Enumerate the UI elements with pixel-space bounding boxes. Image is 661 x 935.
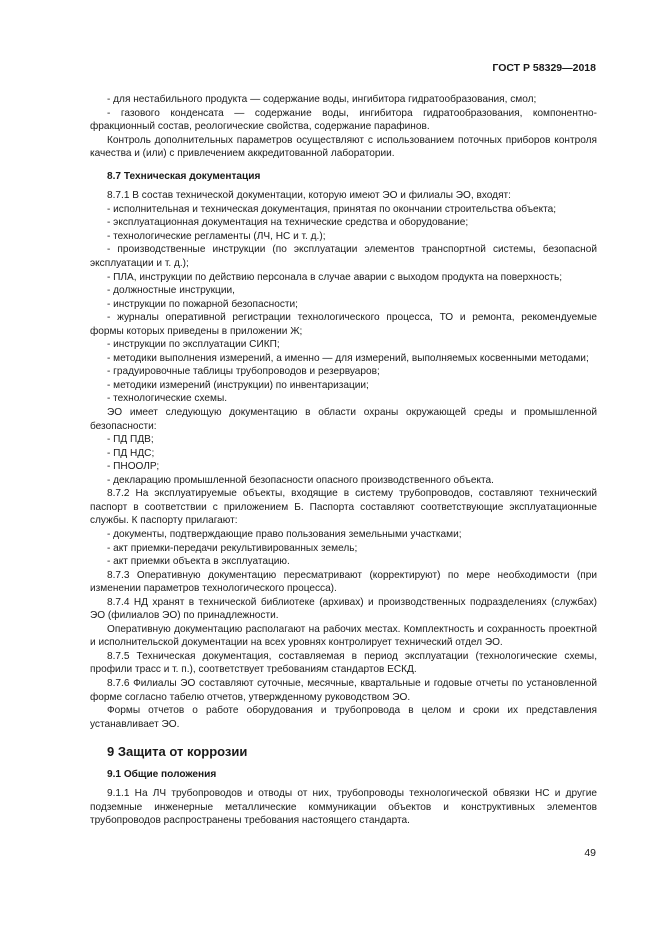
paragraph: - эксплуатационная документация на технические средства и оборудование; [107,217,469,229]
page-body [90,93,597,828]
paragraph: - ПД НДС; [107,447,155,459]
paragraph: - градуировочные таблицы трубопроводов и резервуаров; [107,366,380,378]
paragraph: - исполнительная и техническая документация, принятая по окончании строительства объекта; [107,203,557,215]
paragraph: 8.7.4 НД хранят в технической библиотеке (архивах) и производственных подразделениях (службах) ЭО (филиалов ЭО) по принадлежности. [90,596,597,622]
paragraph: Контроль дополнительных параметров осуществляют с использованием поточных приборов контроля качества и (или) с привлечением аккредитованной лаборатории. [90,134,597,160]
paragraph: - журналы оперативной регистрации технологического процесса, ТО и ремонта, рекомендуемые формы которых приведены в приложении Ж; [90,312,597,337]
paragraph: 8.7.6 Филиалы ЭО составляют суточные, месячные, квартальные и годовые отчеты по установленной форме согласно табелю отчетов, утвержденному руководством ЭО. [90,677,597,703]
paragraph: - методики выполнения измерений, а именно — для измерений, выполняемых косвенными методами; [107,352,589,364]
paragraph: Оперативную документацию располагают на рабочих местах. Комплектность и сохранность проектной и исполнительской документации на всех уровнях контролирует технический отдел ЭО. [90,623,597,649]
paragraph: 9.1.1 На ЛЧ трубопроводов и отводы от них, трубопроводы технологической обвязки НС и другие подземные инженерные металлические коммуникации объектов и конструктивных элементов трубопроводов распространены требования настоящего стандарта. [90,788,597,827]
paragraph: - ПНООЛР; [107,461,160,473]
paragraph: 8.7.5 Техническая документация, составляемая в период эксплуатации (технологические схемы, профили трасс и т. п.), соответствует требованиям стандартов ЕСКД. [90,650,597,676]
paragraph: 8.7.2 На эксплуатируемые объекты, входящие в систему трубопроводов, составляют технический паспорт в соответствии с приложением Б. Паспорта составляют соответствующие эксплуатационные службы. К паспорту прилагают: [90,488,597,527]
paragraph: - акт приемки-передачи рекультивированных земель; [107,542,358,554]
paragraph: - инструкции по пожарной безопасности; [107,298,298,310]
paragraph: 8.7.1 В состав технической документации, которую имеют ЭО и филиалы ЭО, входят: [107,190,511,202]
paragraph: - должностные инструкции, [107,285,235,297]
paragraph: Формы отчетов о работе оборудования и трубопровода в целом и сроки их представления устанавливает ЭО. [90,705,597,730]
paragraph: - декларацию промышленной безопасности опасного производственного объекта. [107,474,494,486]
paragraph: - ПЛА, инструкции по действию персонала в случае аварии с выходом продукта на поверхность; [107,271,563,283]
paragraph: - для нестабильного продукта — содержание воды, ингибитора гидратообразования, смол; [107,94,537,105]
page-number: 49 [584,847,596,859]
paragraph: - технологические регламенты (ЛЧ, НС и т. д.); [107,230,326,242]
paragraph: 8.7.3 Оперативную документацию пересматривают (корректируют) по мере необходимости (при изменении параметров технологического процесса). [90,569,597,595]
paragraph: - документы, подтверждающие право пользования земельными участками; [107,528,462,540]
document-code: ГОСТ Р 58329—2018 [492,62,596,74]
paragraph: - инструкции по эксплуатации СИКП; [107,339,280,351]
subsection-heading: 8.7 Техническая документация [107,170,261,182]
subsection-heading: 9.1 Общие положения [107,768,217,780]
paragraph: - ПД ПДВ; [107,434,154,446]
paragraph: - производственные инструкции (по эксплуатации элементов транспортной системы, безопасной эксплуатации и т. д.); [90,244,597,270]
paragraph: - газового конденсата — содержание воды, ингибитора гидратообразования, компонентно-фракционный состав, реологические свойства, содержание парафинов. [90,107,597,133]
paragraph: - методики измерений (инструкции) по инвентаризации; [107,379,369,391]
section-heading: 9 Защита от коррозии [107,744,248,760]
paragraph: - технологические схемы. [107,393,228,405]
paragraph: - акт приемки объекта в эксплуатацию. [107,556,290,568]
paragraph: ЭО имеет следующую документацию в области охраны окружающей среды и промышленной безопасности: [90,407,597,432]
